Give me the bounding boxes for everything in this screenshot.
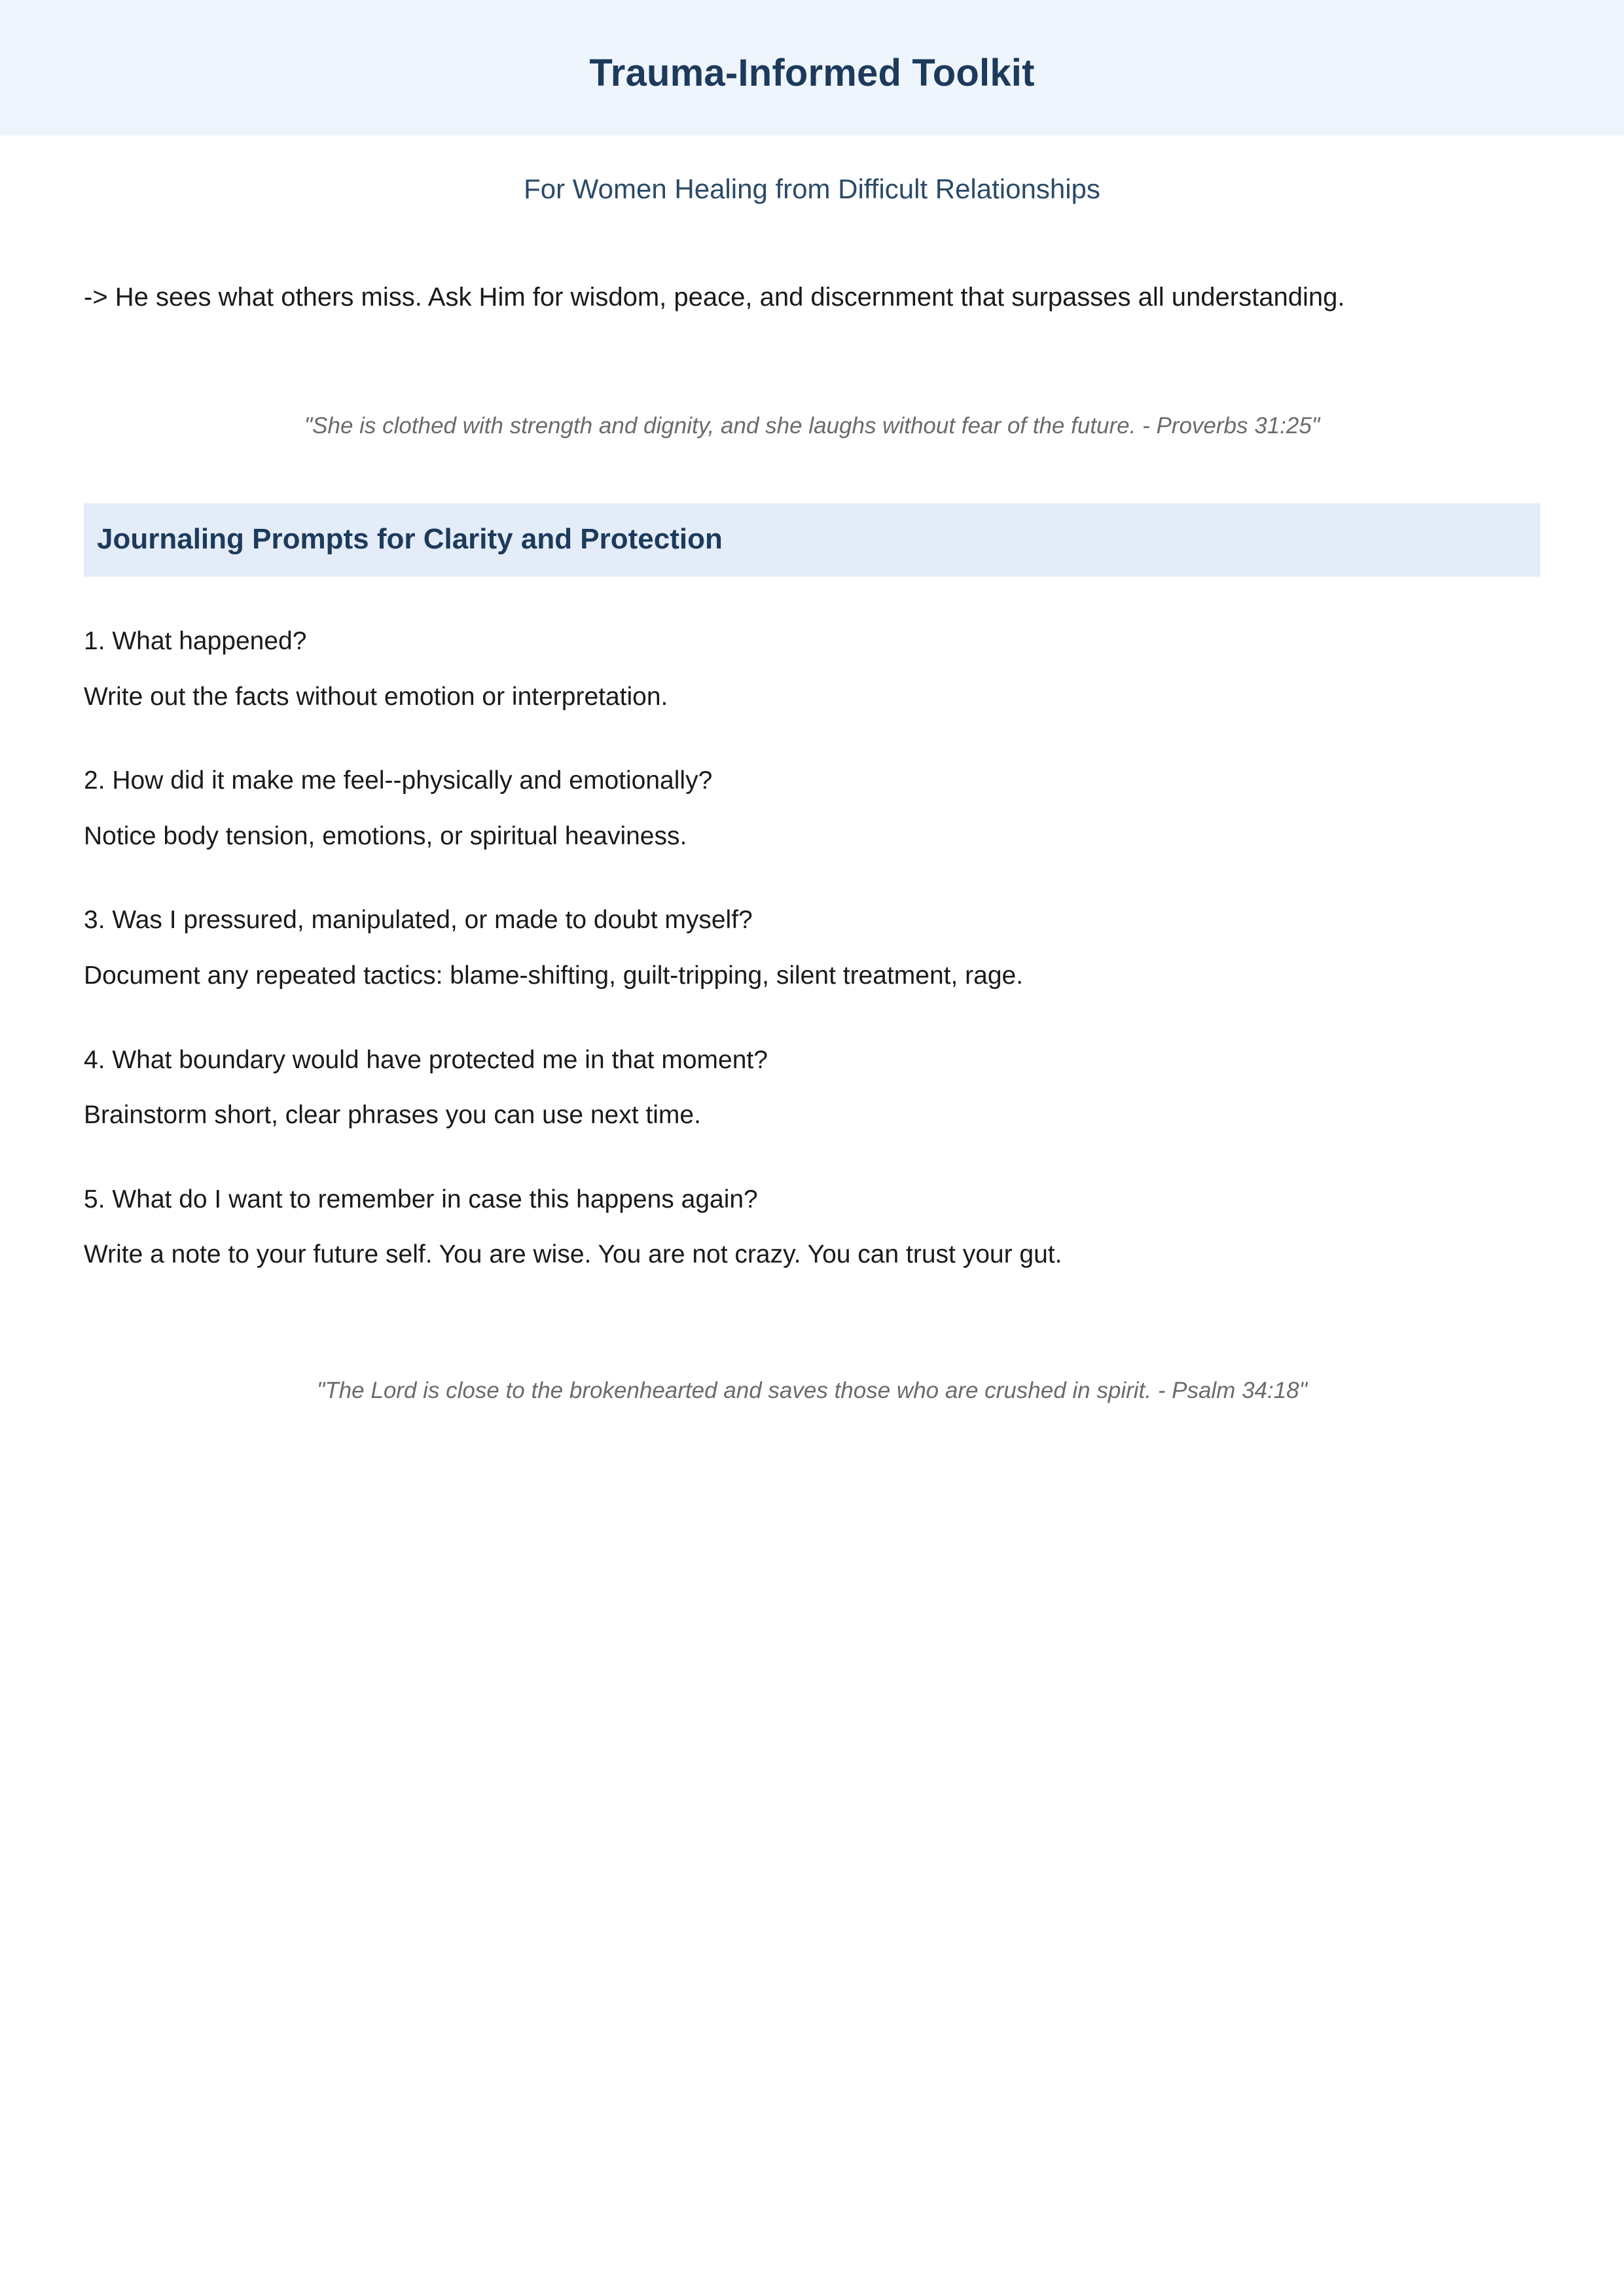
section-title: Journaling Prompts for Clarity and Protection [97,523,723,555]
prompt-guidance: Brainstorm short, clear phrases you can use next time. [84,1101,701,1130]
journal-prompt-5 [84,1182,1540,1273]
journal-prompt-4 [84,1043,1540,1134]
journal-prompt-1 [84,624,1540,715]
prompt-question: 4. What boundary would have protected me in that moment? [84,1045,768,1074]
scripture-quote-bottom: "The Lord is close to the brokenhearted and saves those who are crushed in spirit. - Psalm 34:18" [316,1377,1308,1403]
lead-paragraph: -> He sees what others miss. Ask Him for wisdom, peace, and discernment that surpasses all understanding. [84,283,1345,312]
prompt-guidance: Write a note to your future self. You are wise. You are not crazy. You can trust your gut. [84,1240,1062,1269]
section-header [84,503,1540,577]
prompt-question: 1. What happened? [84,627,307,655]
prompt-guidance: Document any repeated tactics: blame-shifting, guilt-tripping, silent treatment, rage. [84,961,1024,990]
title-band [0,0,1624,135]
prompt-guidance: Notice body tension, emotions, or spiritual heaviness. [84,821,687,850]
journal-prompt-2 [84,763,1540,854]
prompt-question: 3. Was I pressured, manipulated, or made to doubt myself? [84,906,753,935]
page-title: Trauma-Informed Toolkit [589,52,1035,94]
journal-prompt-3 [84,903,1540,994]
prompt-guidance: Write out the facts without emotion or interpretation. [84,682,668,711]
document-content [0,278,1624,1404]
scripture-quote-top: "She is clothed with strength and dignity, and she laughs without fear of the future. - Proverbs 31:25" [304,413,1320,439]
prompt-question: 5. What do I want to remember in case this happens again? [84,1185,758,1213]
prompt-question: 2. How did it make me feel--physically and emotionally? [84,766,713,795]
page-subtitle: For Women Healing from Difficult Relationships [524,173,1100,204]
